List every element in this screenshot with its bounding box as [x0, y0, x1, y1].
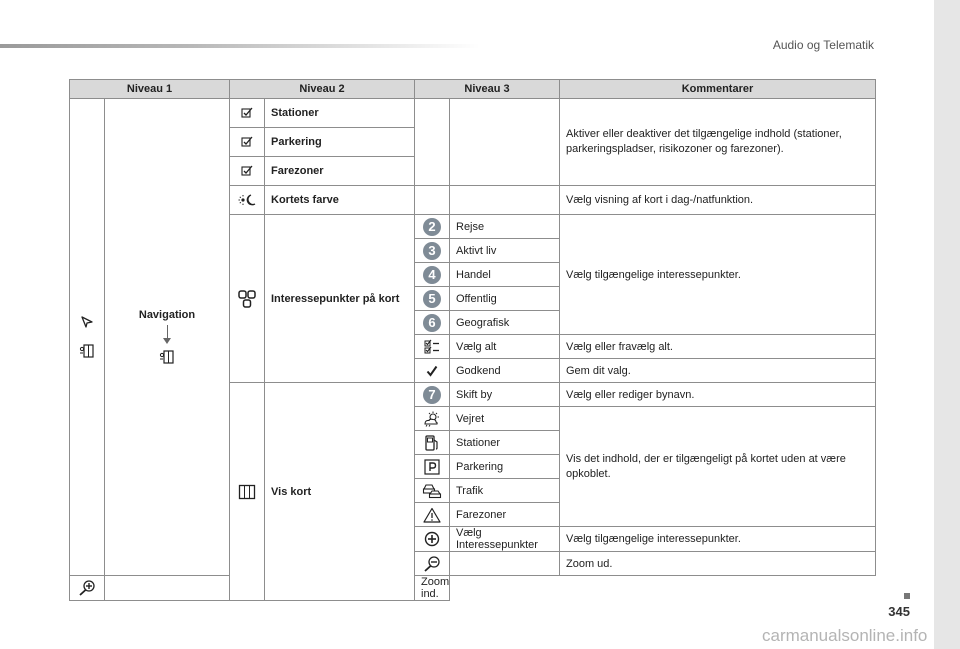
- empty-cell: [450, 186, 560, 215]
- level1-icons-cell: [70, 99, 105, 576]
- badge-cell: [415, 287, 450, 311]
- zoom-out-icon[interactable]: [421, 556, 443, 572]
- weather-icon-cell: [415, 407, 450, 431]
- menu-table: [69, 79, 876, 601]
- parking-icon-cell: [415, 455, 450, 479]
- skift-by-label[interactable]: Skift by: [450, 383, 560, 407]
- table-row: [70, 576, 876, 601]
- select-all-icon-cell: [415, 335, 450, 359]
- zoom-ud-comment: Zoom ud.: [560, 552, 876, 576]
- page-marker: [904, 593, 910, 599]
- visibility-comment: Aktiver eller deaktiver det tilgængelige indhold (stationer, parkeringspladser, risikozoner og farezoner).: [560, 99, 876, 186]
- empty-cell: [450, 552, 560, 576]
- poi-item-geografisk[interactable]: Geografisk: [450, 311, 560, 335]
- zoom-in-icon[interactable]: [76, 580, 98, 596]
- checkbox-icon[interactable]: [236, 165, 258, 177]
- farezoner-label[interactable]: Farezoner: [265, 157, 415, 186]
- navigation-cell: [105, 99, 230, 576]
- select-all-icon[interactable]: [421, 339, 443, 355]
- vaelg-ip-comment: Vælg tilgængelige interessepunkter.: [560, 527, 876, 552]
- poi-item-offentlig[interactable]: Offentlig: [450, 287, 560, 311]
- add-poi-icon-cell: [415, 527, 450, 552]
- badge-cell: [415, 311, 450, 335]
- vejret-label[interactable]: Vejret: [450, 407, 560, 431]
- day-night-icon-cell: [230, 186, 265, 215]
- header-niveau-2: Niveau 2: [230, 80, 415, 99]
- poi-icon-cell: [230, 215, 265, 383]
- empty-cell: [415, 186, 450, 215]
- number-badge-4: 4: [423, 266, 441, 284]
- zoom-in-icon-cell: [70, 576, 105, 601]
- arrow-down-icon: [167, 325, 168, 339]
- header-niveau-3: Niveau 3: [415, 80, 560, 99]
- traffic-icon[interactable]: [421, 483, 443, 499]
- map-icon[interactable]: [236, 484, 258, 500]
- stationer-label[interactable]: Stationer: [265, 99, 415, 128]
- checkbox-icon[interactable]: [236, 136, 258, 148]
- poi-item-rejse[interactable]: Rejse: [450, 215, 560, 239]
- fuel-icon-cell: [415, 431, 450, 455]
- table-row: [70, 99, 876, 128]
- number-badge-5: 5: [423, 290, 441, 308]
- section-title: Audio og Telematik: [772, 38, 874, 52]
- vis-kort-label[interactable]: Vis kort: [265, 383, 415, 601]
- day-night-icon[interactable]: [236, 194, 258, 206]
- empty-cell: [415, 99, 450, 186]
- parkering-label[interactable]: Parkering: [265, 128, 415, 157]
- farezoner-2-label[interactable]: Farezoner: [450, 503, 560, 527]
- poi-label[interactable]: Interessepunkter på kort: [265, 215, 415, 383]
- godkend-label[interactable]: Godkend: [450, 359, 560, 383]
- header-niveau-1: Niveau 1: [70, 80, 230, 99]
- warning-icon-cell: [415, 503, 450, 527]
- kortets-farve-label[interactable]: Kortets farve: [265, 186, 415, 215]
- parkering-2-label[interactable]: Parkering: [450, 455, 560, 479]
- badge-cell: [415, 239, 450, 263]
- header-kommentarer: Kommentarer: [560, 80, 876, 99]
- watermark: carmanualsonline.info: [762, 626, 928, 645]
- header-row: [70, 80, 876, 99]
- confirm-icon-cell: [415, 359, 450, 383]
- vis-kort-icon-cell: [230, 383, 265, 601]
- poi-comment: Vælg tilgængelige interessepunkter.: [560, 215, 876, 335]
- number-badge-7: 7: [423, 386, 441, 404]
- badge-cell: [415, 263, 450, 287]
- checkbox-icon-cell: [230, 128, 265, 157]
- vaelg-ip-label[interactable]: Vælg Interessepunkter: [450, 527, 560, 552]
- fuel-station-icon[interactable]: [421, 434, 443, 452]
- checkbox-icon-cell: [230, 99, 265, 128]
- kortets-farve-comment: Vælg visning af kort i dag-/natfunktion.: [560, 186, 876, 215]
- badge-cell: [415, 215, 450, 239]
- empty-cell: [105, 576, 230, 601]
- warning-icon[interactable]: [421, 507, 443, 523]
- side-strip: [934, 0, 960, 649]
- vaelg-alt-label[interactable]: Vælg alt: [450, 335, 560, 359]
- navigation-label: Navigation: [138, 309, 196, 321]
- add-circle-icon[interactable]: [421, 531, 443, 547]
- map-menu-icon-2: [111, 349, 223, 365]
- badge-cell: [415, 383, 450, 407]
- page-number: 345: [888, 604, 910, 619]
- zoom-ind-comment: Zoom ind.: [415, 576, 450, 601]
- weather-icon[interactable]: [421, 411, 443, 427]
- poi-item-handel[interactable]: Handel: [450, 263, 560, 287]
- empty-cell: [450, 99, 560, 186]
- checkbox-icon-cell: [230, 157, 265, 186]
- godkend-comment: Gem dit valg.: [560, 359, 876, 383]
- checkmark-icon[interactable]: [421, 365, 443, 377]
- trafik-label[interactable]: Trafik: [450, 479, 560, 503]
- number-badge-2: 2: [423, 218, 441, 236]
- stationer-2-label[interactable]: Stationer: [450, 431, 560, 455]
- poi-item-aktivt-liv[interactable]: Aktivt liv: [450, 239, 560, 263]
- zoom-out-icon-cell: [415, 552, 450, 576]
- points-of-interest-icon[interactable]: [236, 289, 258, 309]
- map-menu-icon: [76, 343, 98, 359]
- vis-comment: Vis det indhold, der er tilgængeligt på kortet uden at være opkoblet.: [560, 407, 876, 527]
- number-badge-3: 3: [423, 242, 441, 260]
- skift-by-comment: Vælg eller rediger bynavn.: [560, 383, 876, 407]
- checkbox-icon[interactable]: [236, 107, 258, 119]
- number-badge-6: 6: [423, 314, 441, 332]
- vaelg-alt-comment: Vælg eller fravælg alt.: [560, 335, 876, 359]
- top-decor-bar: [0, 44, 480, 48]
- navigation-arrow-icon: [76, 315, 98, 329]
- parking-icon[interactable]: [421, 459, 443, 475]
- traffic-icon-cell: [415, 479, 450, 503]
